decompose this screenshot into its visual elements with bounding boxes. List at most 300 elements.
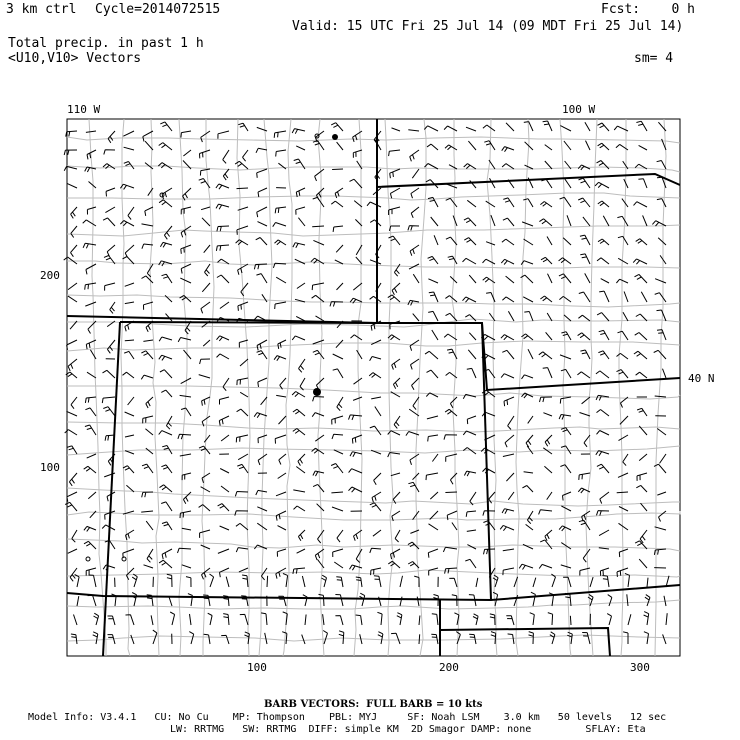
wind-barb (334, 562, 343, 568)
wind-barb (167, 574, 172, 587)
wind-barb (483, 125, 495, 131)
wind-barb (142, 492, 153, 497)
wind-barb (146, 397, 153, 408)
wind-barb (143, 416, 153, 423)
wind-barb (302, 576, 305, 587)
wind-barb (444, 126, 457, 131)
wind-barb (567, 215, 571, 226)
wind-barb (559, 296, 571, 302)
wind-barb (178, 338, 191, 342)
wind-barb (432, 614, 438, 625)
wind-barb (618, 331, 629, 340)
wind-barb (124, 351, 134, 359)
wind-barb (125, 283, 134, 286)
wind-barb (601, 279, 609, 283)
wind-barb (200, 530, 210, 538)
wind-barb (146, 448, 153, 454)
wind-barb (541, 257, 552, 264)
wind-barb (159, 431, 172, 435)
wind-barb (486, 242, 495, 245)
wind-barb (378, 632, 383, 644)
wind-barb (561, 506, 571, 511)
wind-barb (147, 549, 153, 562)
wind-barb (201, 545, 210, 549)
wind-barb (256, 490, 267, 495)
wind-barb (110, 302, 115, 313)
wind-barb (103, 407, 115, 416)
wind-barb (203, 340, 210, 346)
wind-barb (597, 410, 610, 417)
wind-barb (410, 245, 419, 256)
wind-barb (323, 631, 327, 645)
wind-barb (643, 215, 647, 226)
wind-barb (141, 375, 153, 379)
wind-barb (561, 428, 571, 435)
wind-barb (356, 549, 362, 563)
wind-barb (408, 226, 419, 231)
wind-barb (429, 568, 438, 576)
wind-barb (188, 594, 193, 606)
wind-barb (226, 577, 229, 587)
wind-barb (443, 547, 457, 552)
wind-barb (204, 245, 210, 253)
wind-barb (392, 283, 400, 295)
wind-barb (298, 218, 305, 226)
wind-barb (332, 169, 343, 170)
wind-barb (258, 454, 267, 465)
wind-barb (412, 169, 419, 178)
wind-barb (200, 169, 210, 176)
wind-barb (302, 635, 305, 644)
wind-barb (434, 235, 438, 245)
wind-barb (598, 351, 609, 359)
wind-barb (539, 510, 552, 515)
wind-barb (417, 597, 419, 606)
wind-barb (216, 184, 229, 189)
county-border (452, 119, 459, 656)
wind-barb (181, 378, 191, 384)
wind-barb (235, 511, 248, 516)
wind-barb (465, 559, 476, 568)
wind-barb (221, 635, 229, 644)
wind-barb (618, 258, 628, 264)
city-marker-icon (332, 134, 338, 140)
wind-barb (585, 273, 590, 283)
wind-barb (336, 245, 343, 252)
wind-barb (377, 612, 382, 625)
wind-barb (623, 454, 628, 466)
wind-barb (637, 408, 647, 416)
wind-barb (469, 275, 476, 283)
wind-barb (124, 147, 134, 150)
field-subtitle: <U10,V10> Vectors (8, 51, 142, 66)
wind-barb (411, 207, 419, 218)
wind-barb (371, 397, 381, 399)
wind-barb (331, 492, 343, 493)
wind-barb (393, 378, 400, 389)
wind-barb (502, 297, 514, 302)
wind-barb (77, 596, 79, 606)
wind-barb (524, 239, 534, 245)
wind-barb (563, 492, 572, 501)
wind-barb (467, 530, 476, 531)
wind-barb (545, 435, 552, 446)
wind-barb (202, 218, 210, 226)
wind-barb (312, 448, 324, 454)
wind-barb (256, 238, 267, 246)
wind-barb (598, 201, 609, 207)
wind-barb (608, 595, 612, 606)
wind-barb (296, 146, 305, 150)
wind-barb (257, 207, 267, 217)
wind-barb (414, 576, 419, 587)
wind-barb (315, 435, 324, 441)
wind-barb (503, 549, 514, 551)
wind-barb (659, 511, 667, 522)
wind-barb (337, 530, 343, 542)
wind-barb (180, 454, 191, 456)
wind-barb (598, 143, 609, 150)
wind-barb (623, 632, 628, 644)
wind-barb (523, 297, 533, 302)
wind-barb (189, 632, 193, 644)
wind-barb (339, 631, 344, 644)
wind-barb (483, 259, 496, 264)
wind-barb (560, 397, 571, 404)
wind-barb (388, 561, 400, 568)
wind-barb (125, 302, 134, 304)
wind-barb (258, 378, 267, 387)
wind-barb (336, 577, 343, 587)
wind-barb (336, 340, 343, 348)
wind-barb (395, 530, 400, 542)
wind-barb (644, 632, 649, 644)
wind-barb (261, 613, 267, 625)
wind-barb (298, 530, 305, 541)
wind-barb (464, 164, 476, 169)
wind-barb (525, 165, 534, 169)
wind-barb (600, 492, 609, 504)
wind-barb (467, 416, 476, 424)
wind-barb (580, 568, 590, 576)
wind-barb (374, 473, 381, 485)
wind-barb (318, 530, 325, 543)
wind-barb (582, 633, 590, 645)
wind-barb (596, 371, 609, 378)
wind-barb (617, 370, 629, 378)
wind-barb (131, 635, 134, 644)
wind-barb (560, 355, 571, 359)
wind-barb (104, 473, 115, 477)
wind-barb (162, 274, 173, 283)
wind-barb (367, 202, 381, 207)
wind-barb (354, 378, 363, 384)
wind-barb (410, 530, 419, 533)
wind-barb (204, 435, 210, 442)
wind-barb (527, 446, 533, 454)
wind-barb (370, 296, 381, 302)
wind-barb (639, 145, 647, 150)
station-marker-icon (86, 557, 90, 561)
wind-barb (410, 150, 419, 161)
wind-barb (66, 411, 77, 416)
wind-barb (337, 397, 343, 411)
wind-barb (103, 565, 115, 570)
wind-barb (428, 311, 438, 321)
wind-barb (617, 353, 629, 359)
wind-barb (141, 351, 153, 359)
wind-barb (208, 613, 212, 625)
wind-barb (657, 492, 666, 495)
wind-barb (142, 464, 153, 473)
wind-barb (500, 525, 514, 530)
wind-barb (350, 179, 363, 188)
wind-barb (585, 122, 590, 131)
wind-barb (419, 634, 420, 644)
lon-label-100w: 100 W (562, 103, 596, 116)
wind-barb (561, 369, 571, 378)
wind-barb (505, 435, 514, 447)
wind-barb (126, 615, 135, 625)
wind-barb (178, 548, 192, 553)
wind-barb (598, 239, 609, 245)
wind-barb (506, 616, 514, 625)
county-border (150, 119, 159, 656)
wind-barb (256, 274, 267, 283)
wind-barb (430, 492, 438, 499)
wind-barb (142, 276, 154, 283)
wind-barb (578, 198, 590, 207)
wind-barb (162, 549, 172, 559)
wind-barb (313, 397, 324, 402)
wind-barb (466, 511, 476, 517)
wind-barb (349, 487, 363, 492)
wind-barb (153, 630, 157, 644)
wind-barb (502, 350, 514, 359)
wind-barb (161, 390, 172, 397)
wind-barb (240, 392, 248, 397)
wind-barb (87, 207, 96, 215)
wind-barb (85, 302, 96, 306)
wind-barb (312, 413, 324, 417)
wind-barb (545, 161, 552, 169)
wind-barb (508, 416, 514, 430)
wind-barb (68, 359, 77, 371)
wind-barb (102, 397, 115, 403)
wind-barb (545, 145, 552, 150)
wind-barb (88, 321, 96, 334)
wind-barb (425, 351, 438, 359)
wind-barb (201, 487, 210, 492)
wind-barb (159, 560, 172, 568)
wind-barb (617, 492, 628, 493)
county-border (67, 341, 680, 351)
wind-barb (356, 615, 362, 625)
cycle-label: Cycle=2014072515 (95, 2, 221, 17)
wind-barb (182, 528, 191, 530)
wind-barb (220, 302, 229, 309)
wind-barb (331, 464, 343, 474)
wind-barb (262, 294, 267, 302)
wind-barb (83, 243, 96, 248)
wind-barb (547, 492, 552, 500)
wind-barb (104, 150, 115, 155)
wind-barb (597, 313, 609, 321)
wind-barb (298, 454, 305, 466)
wind-barb (159, 143, 172, 150)
wind-barb (636, 121, 647, 131)
wind-barb (526, 435, 533, 447)
wind-barb (627, 594, 628, 606)
wind-barb (220, 397, 230, 405)
wind-barb (200, 359, 210, 364)
wind-barb (331, 123, 343, 131)
x-tick-200: 200 (439, 661, 459, 674)
wind-barb (71, 207, 77, 218)
wind-barb (431, 634, 438, 644)
wind-barb (106, 188, 115, 196)
wind-barb (337, 142, 343, 150)
wind-barb (445, 492, 457, 493)
wind-barb (299, 359, 306, 372)
wind-barb (242, 575, 248, 587)
wind-barb (580, 254, 590, 264)
wind-barb (201, 131, 210, 142)
wind-barb (164, 226, 172, 239)
wind-barb (432, 454, 438, 462)
wind-barb (560, 465, 571, 473)
wind-barb (132, 574, 137, 587)
wind-barb (278, 340, 286, 349)
wind-barb (107, 245, 115, 256)
wind-barb (491, 215, 495, 226)
wind-barb (579, 520, 590, 530)
wind-barb (218, 504, 229, 511)
wind-barb (105, 207, 115, 213)
wind-barb (539, 564, 552, 568)
wind-barb (579, 292, 590, 302)
wind-barb (283, 612, 288, 625)
wind-barb (205, 264, 211, 276)
wind-barb (180, 295, 191, 302)
wind-barb (160, 485, 173, 492)
wind-barb (428, 549, 438, 558)
wind-barb (429, 524, 439, 530)
station-marker-icon (122, 557, 126, 561)
wind-barb (297, 549, 305, 553)
wind-barb (634, 202, 648, 207)
valid-time: Valid: 15 UTC Fri 25 Jul 14 (09 MDT Fri 25 Jul 14) (292, 19, 684, 34)
wind-barb (502, 164, 514, 169)
wind-barb (86, 131, 96, 132)
wind-barb (280, 378, 286, 389)
wind-barb (432, 330, 438, 340)
wind-barb (237, 188, 249, 189)
wind-barb (657, 429, 666, 436)
wind-barb (275, 435, 286, 444)
wind-barb (85, 408, 96, 416)
wind-barb (580, 413, 591, 417)
wind-barb (373, 530, 381, 536)
barb-legend: BARB VECTORS: FULL BARB = 10 kts (264, 699, 483, 710)
wind-barb (427, 144, 438, 150)
wind-barb (68, 296, 77, 302)
wind-barb (292, 336, 305, 340)
wind-barb (508, 311, 514, 321)
wind-barb (312, 283, 324, 290)
wind-barb (493, 575, 498, 587)
wind-barb (258, 222, 268, 226)
wind-barb (564, 315, 571, 321)
wind-barb (547, 237, 552, 246)
county-border (67, 137, 680, 143)
wind-barb (501, 374, 514, 378)
wind-barb (410, 454, 419, 465)
wind-barb (276, 492, 286, 496)
wind-barb (293, 429, 305, 436)
wind-barb (319, 594, 325, 606)
wind-barb (449, 165, 457, 169)
wind-barb (349, 469, 362, 473)
wind-barb (331, 201, 343, 207)
wind-barb (125, 340, 134, 341)
wind-barb (652, 221, 666, 226)
wind-barb (125, 435, 134, 437)
wind-barb (639, 559, 647, 568)
wind-barb (599, 330, 609, 340)
wind-barb (469, 333, 476, 340)
wind-barb (258, 188, 267, 197)
wind-barb (240, 359, 248, 366)
wind-barb (636, 372, 647, 378)
run-name: 3 km ctrl (6, 2, 77, 17)
lat-label-40n: 40 N (688, 372, 715, 385)
wind-barb (394, 416, 400, 428)
wind-barb (144, 565, 154, 568)
wind-barb (161, 465, 172, 473)
wind-barb (372, 492, 381, 502)
wind-barb (256, 148, 267, 153)
wind-barb (370, 260, 381, 264)
wind-barb (501, 335, 514, 340)
wind-barb (316, 316, 325, 321)
wind-barb (220, 469, 229, 474)
wind-barb (508, 492, 514, 500)
wind-barb (545, 530, 552, 541)
wind-barb (597, 431, 610, 436)
wind-barb (182, 473, 191, 480)
wind-barb (427, 370, 439, 378)
wind-barb (165, 295, 172, 302)
wind-barb (584, 435, 590, 447)
wind-barb (128, 397, 134, 405)
wind-barb (88, 595, 96, 606)
wind-barb (428, 256, 438, 264)
wind-barb (332, 416, 343, 425)
wind-barb (397, 613, 402, 625)
wind-barb (413, 511, 419, 520)
wind-barb (560, 197, 571, 207)
wind-barb (640, 530, 647, 543)
wind-barb (539, 352, 552, 359)
wind-barb (68, 549, 77, 553)
wind-barb (528, 416, 533, 423)
wind-barb (105, 541, 115, 550)
wind-barb (257, 340, 267, 350)
wind-barb (522, 486, 533, 493)
forecast-hour: Fcst: 0 h (601, 2, 695, 17)
wind-barb (223, 378, 229, 391)
